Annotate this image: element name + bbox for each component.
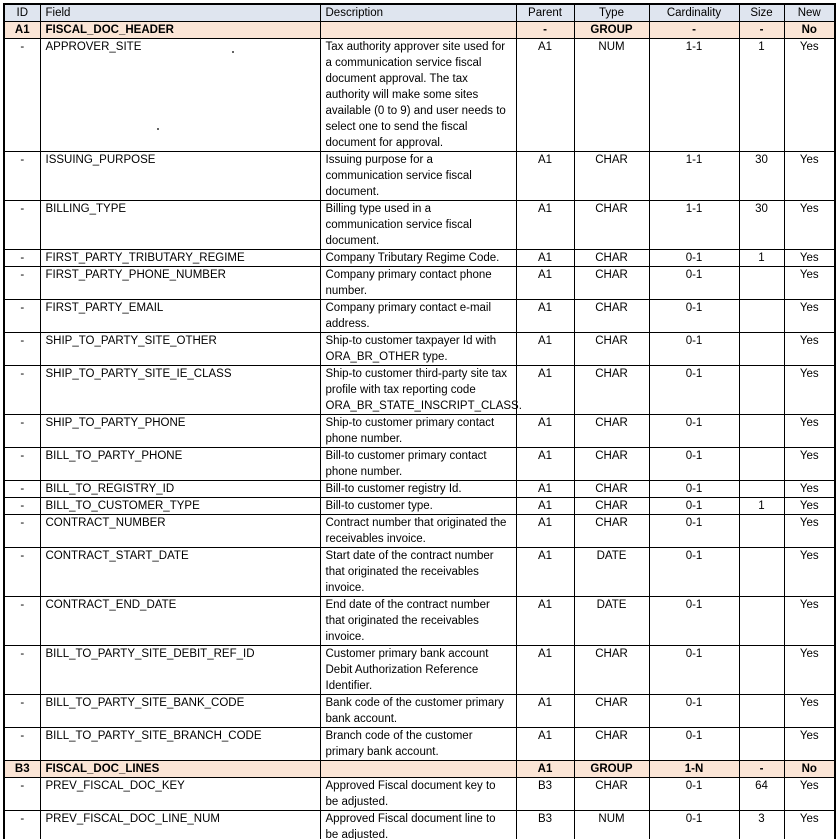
cell-field: PREV_FISCAL_DOC_LINE_NUM	[40, 811, 320, 839]
cell-new: Yes	[784, 39, 835, 152]
cell-type: CHAR	[574, 415, 649, 448]
cell-parent: A1	[516, 646, 574, 695]
cell-description: Start date of the contract number that originated the receivables invoice.	[320, 548, 516, 597]
cell-description	[320, 22, 516, 39]
cell-description: Company primary contact phone number.	[320, 267, 516, 300]
cell-size: 64	[739, 778, 784, 811]
cell-size	[739, 366, 784, 415]
cell-parent: A1	[516, 152, 574, 201]
cell-id: -	[4, 728, 40, 761]
cell-field: BILL_TO_PARTY_PHONE	[40, 448, 320, 481]
cell-type: CHAR	[574, 515, 649, 548]
table-row	[4, 267, 835, 300]
cell-size	[739, 646, 784, 695]
cell-parent: A1	[516, 481, 574, 498]
cell-cardinality: 1-1	[649, 201, 739, 250]
cell-cardinality: 0-1	[649, 695, 739, 728]
cell-cardinality: 0-1	[649, 415, 739, 448]
table-row	[4, 415, 835, 448]
stray-dot-mark	[157, 128, 159, 130]
group-row	[4, 761, 835, 778]
cell-field: SHIP_TO_PARTY_SITE_IE_CLASS	[40, 366, 320, 415]
cell-field: FIRST_PARTY_EMAIL	[40, 300, 320, 333]
cell-description: Company Tributary Regime Code.	[320, 250, 516, 267]
cell-type: GROUP	[574, 22, 649, 39]
cell-new: Yes	[784, 695, 835, 728]
cell-type: CHAR	[574, 481, 649, 498]
cell-description: Approved Fiscal document key to be adjusted.	[320, 778, 516, 811]
cell-cardinality: 1-1	[649, 39, 739, 152]
cell-description: Billing type used in a communication service fiscal document.	[320, 201, 516, 250]
cell-cardinality: 1-N	[649, 761, 739, 778]
cell-description: Ship-to customer primary contact phone number.	[320, 415, 516, 448]
cell-description: Tax authority approver site used for a communication service fiscal document approval. The tax authority will make some sites available (0 to 9) and user needs to select one to send the fiscal document for approval.	[320, 39, 516, 152]
cell-type: CHAR	[574, 778, 649, 811]
cell-cardinality: 0-1	[649, 333, 739, 366]
cell-type: CHAR	[574, 646, 649, 695]
cell-new: Yes	[784, 728, 835, 761]
cell-type: CHAR	[574, 152, 649, 201]
cell-field: PREV_FISCAL_DOC_KEY	[40, 778, 320, 811]
cell-type: CHAR	[574, 448, 649, 481]
cell-new: Yes	[784, 515, 835, 548]
cell-cardinality: 0-1	[649, 646, 739, 695]
cell-cardinality: 1-1	[649, 152, 739, 201]
table-row	[4, 515, 835, 548]
cell-field: BILL_TO_CUSTOMER_TYPE	[40, 498, 320, 515]
cell-parent: A1	[516, 415, 574, 448]
cell-id: -	[4, 597, 40, 646]
cell-parent: A1	[516, 366, 574, 415]
cell-description: Customer primary bank account Debit Authorization Reference Identifier.	[320, 646, 516, 695]
cell-type: CHAR	[574, 366, 649, 415]
cell-cardinality: 0-1	[649, 778, 739, 811]
table-row	[4, 778, 835, 811]
column-header-id: ID	[4, 4, 40, 22]
cell-id: -	[4, 415, 40, 448]
cell-type: CHAR	[574, 695, 649, 728]
stray-dot-mark	[232, 51, 234, 53]
cell-size: 1	[739, 498, 784, 515]
cell-id: -	[4, 778, 40, 811]
cell-new: Yes	[784, 481, 835, 498]
cell-parent: A1	[516, 267, 574, 300]
cell-size: 30	[739, 152, 784, 201]
cell-cardinality: 0-1	[649, 548, 739, 597]
cell-field: BILL_TO_REGISTRY_ID	[40, 481, 320, 498]
cell-field: FISCAL_DOC_LINES	[40, 761, 320, 778]
table-row	[4, 333, 835, 366]
cell-parent: A1	[516, 250, 574, 267]
cell-type: DATE	[574, 548, 649, 597]
cell-id: A1	[4, 22, 40, 39]
cell-id: -	[4, 267, 40, 300]
cell-cardinality: 0-1	[649, 300, 739, 333]
table-row	[4, 250, 835, 267]
cell-new: No	[784, 22, 835, 39]
cell-description: End date of the contract number that originated the receivables invoice.	[320, 597, 516, 646]
cell-field: SHIP_TO_PARTY_SITE_OTHER	[40, 333, 320, 366]
cell-parent: B3	[516, 811, 574, 839]
cell-new: Yes	[784, 333, 835, 366]
cell-id: -	[4, 646, 40, 695]
cell-new: Yes	[784, 300, 835, 333]
cell-new: Yes	[784, 201, 835, 250]
cell-parent: A1	[516, 548, 574, 597]
cell-parent: -	[516, 22, 574, 39]
cell-id: -	[4, 515, 40, 548]
table-body	[4, 22, 835, 839]
cell-new: Yes	[784, 448, 835, 481]
cell-id: -	[4, 811, 40, 839]
column-header-cardinality: Cardinality	[649, 4, 739, 22]
cell-id: -	[4, 39, 40, 152]
cell-new: Yes	[784, 778, 835, 811]
table-row	[4, 201, 835, 250]
cell-type: CHAR	[574, 250, 649, 267]
cell-type: CHAR	[574, 267, 649, 300]
cell-parent: A1	[516, 498, 574, 515]
cell-field: BILLING_TYPE	[40, 201, 320, 250]
table-row	[4, 811, 835, 839]
cell-description: Approved Fiscal document line to be adjusted.	[320, 811, 516, 839]
cell-id: -	[4, 366, 40, 415]
cell-field: FISCAL_DOC_HEADER	[40, 22, 320, 39]
cell-type: NUM	[574, 39, 649, 152]
group-row	[4, 22, 835, 39]
cell-id: -	[4, 448, 40, 481]
cell-parent: B3	[516, 778, 574, 811]
cell-field: ISSUING_PURPOSE	[40, 152, 320, 201]
cell-size: -	[739, 22, 784, 39]
cell-description: Issuing purpose for a communication service fiscal document.	[320, 152, 516, 201]
cell-type: CHAR	[574, 300, 649, 333]
cell-description	[320, 761, 516, 778]
cell-new: Yes	[784, 415, 835, 448]
cell-field: FIRST_PARTY_PHONE_NUMBER	[40, 267, 320, 300]
cell-parent: A1	[516, 333, 574, 366]
table-row	[4, 300, 835, 333]
cell-description: Branch code of the customer primary bank account.	[320, 728, 516, 761]
column-header-parent: Parent	[516, 4, 574, 22]
cell-type: CHAR	[574, 498, 649, 515]
cell-size: 1	[739, 250, 784, 267]
cell-field: SHIP_TO_PARTY_PHONE	[40, 415, 320, 448]
cell-size: -	[739, 761, 784, 778]
cell-size: 30	[739, 201, 784, 250]
cell-size	[739, 415, 784, 448]
cell-cardinality: 0-1	[649, 250, 739, 267]
cell-id: -	[4, 548, 40, 597]
cell-cardinality: 0-1	[649, 728, 739, 761]
cell-new: No	[784, 761, 835, 778]
cell-id: B3	[4, 761, 40, 778]
cell-cardinality: 0-1	[649, 597, 739, 646]
table-row	[4, 695, 835, 728]
column-header-type: Type	[574, 4, 649, 22]
cell-new: Yes	[784, 250, 835, 267]
table-row	[4, 152, 835, 201]
cell-description: Ship-to customer taxpayer Id with ORA_BR_OTHER type.	[320, 333, 516, 366]
cell-id: -	[4, 300, 40, 333]
cell-cardinality: 0-1	[649, 515, 739, 548]
cell-field: BILL_TO_PARTY_SITE_BANK_CODE	[40, 695, 320, 728]
table-row	[4, 448, 835, 481]
cell-id: -	[4, 481, 40, 498]
cell-field: BILL_TO_PARTY_SITE_DEBIT_REF_ID	[40, 646, 320, 695]
header-row	[4, 4, 835, 22]
cell-parent: A1	[516, 728, 574, 761]
cell-parent: A1	[516, 761, 574, 778]
cell-field: CONTRACT_NUMBER	[40, 515, 320, 548]
cell-size	[739, 597, 784, 646]
cell-id: -	[4, 695, 40, 728]
cell-size	[739, 300, 784, 333]
cell-description: Bill-to customer primary contact phone number.	[320, 448, 516, 481]
cell-size	[739, 548, 784, 597]
cell-new: Yes	[784, 152, 835, 201]
cell-new: Yes	[784, 548, 835, 597]
table-row	[4, 646, 835, 695]
cell-cardinality: 0-1	[649, 481, 739, 498]
cell-description: Company primary contact e-mail address.	[320, 300, 516, 333]
cell-cardinality: 0-1	[649, 448, 739, 481]
table-row	[4, 548, 835, 597]
cell-size	[739, 728, 784, 761]
table-row	[4, 481, 835, 498]
cell-parent: A1	[516, 695, 574, 728]
cell-field: CONTRACT_START_DATE	[40, 548, 320, 597]
cell-parent: A1	[516, 201, 574, 250]
cell-parent: A1	[516, 39, 574, 152]
cell-description: Contract number that originated the receivables invoice.	[320, 515, 516, 548]
cell-field: FIRST_PARTY_TRIBUTARY_REGIME	[40, 250, 320, 267]
cell-id: -	[4, 201, 40, 250]
cell-description: Bill-to customer type.	[320, 498, 516, 515]
cell-type: GROUP	[574, 761, 649, 778]
cell-id: -	[4, 152, 40, 201]
cell-parent: A1	[516, 300, 574, 333]
cell-type: DATE	[574, 597, 649, 646]
cell-new: Yes	[784, 811, 835, 839]
table-row	[4, 366, 835, 415]
cell-cardinality: 0-1	[649, 811, 739, 839]
cell-description: Ship-to customer third-party site tax profile with tax reporting code ORA_BR_STATE_INSCRIPT_CLASS.	[320, 366, 516, 415]
cell-field: APPROVER_SITE	[40, 39, 320, 152]
cell-parent: A1	[516, 515, 574, 548]
cell-size	[739, 515, 784, 548]
cell-size: 1	[739, 39, 784, 152]
cell-size	[739, 267, 784, 300]
cell-cardinality: 0-1	[649, 366, 739, 415]
cell-parent: A1	[516, 597, 574, 646]
cell-type: CHAR	[574, 333, 649, 366]
column-header-field: Field	[40, 4, 320, 22]
cell-new: Yes	[784, 366, 835, 415]
cell-parent: A1	[516, 448, 574, 481]
cell-size	[739, 481, 784, 498]
table-row	[4, 498, 835, 515]
table-row	[4, 728, 835, 761]
cell-field: CONTRACT_END_DATE	[40, 597, 320, 646]
cell-size	[739, 695, 784, 728]
table-row	[4, 597, 835, 646]
cell-new: Yes	[784, 267, 835, 300]
cell-cardinality: 0-1	[649, 498, 739, 515]
cell-new: Yes	[784, 646, 835, 695]
cell-id: -	[4, 250, 40, 267]
table-header	[4, 4, 835, 22]
field-spec-table	[3, 3, 836, 839]
cell-type: CHAR	[574, 201, 649, 250]
table-row	[4, 39, 835, 152]
cell-description: Bank code of the customer primary bank account.	[320, 695, 516, 728]
column-header-description: Description	[320, 4, 516, 22]
cell-new: Yes	[784, 597, 835, 646]
column-header-new: New	[784, 4, 835, 22]
cell-description: Bill-to customer registry Id.	[320, 481, 516, 498]
cell-field: BILL_TO_PARTY_SITE_BRANCH_CODE	[40, 728, 320, 761]
cell-new: Yes	[784, 498, 835, 515]
cell-id: -	[4, 498, 40, 515]
cell-size: 3	[739, 811, 784, 839]
cell-type: NUM	[574, 811, 649, 839]
cell-type: CHAR	[574, 728, 649, 761]
cell-id: -	[4, 333, 40, 366]
cell-cardinality: -	[649, 22, 739, 39]
cell-cardinality: 0-1	[649, 267, 739, 300]
cell-size	[739, 448, 784, 481]
cell-size	[739, 333, 784, 366]
column-header-size: Size	[739, 4, 784, 22]
